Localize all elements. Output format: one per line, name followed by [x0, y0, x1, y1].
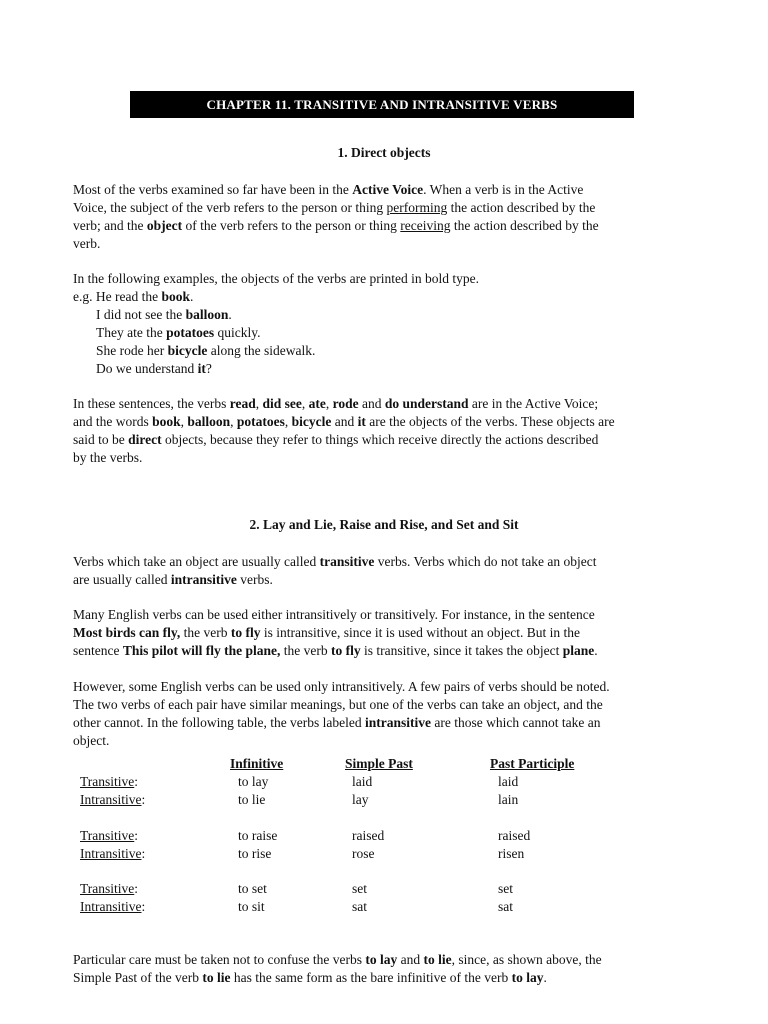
text-run: and — [397, 952, 424, 967]
text-run: . — [190, 289, 194, 304]
cell-simple-past: sat — [352, 899, 367, 914]
bold-text: book — [152, 414, 181, 429]
text-run: verb; and the — [73, 218, 147, 233]
bold-text: did see — [262, 396, 302, 411]
text-run: is transitive, since it takes the object — [360, 643, 563, 658]
cell-past-participle: set — [498, 881, 513, 896]
cell-infinitive: to raise — [238, 828, 278, 843]
text-run: , — [284, 414, 292, 429]
text-run: Many English verbs can be used either intransitively or transitively. For instance, in the sentence — [73, 607, 595, 622]
underlined-text: performing — [386, 200, 448, 215]
text-line — [73, 181, 697, 199]
section-1-examples — [73, 306, 720, 378]
bold-text: balloon — [187, 414, 231, 429]
section-2-paragraph-3 — [73, 678, 697, 750]
bold-text: This pilot will fly the plane, — [122, 643, 281, 658]
text-run: e.g. He read the — [73, 289, 162, 304]
text-line — [73, 642, 697, 660]
text-line — [96, 360, 720, 378]
text-run: . — [594, 643, 598, 658]
text-line — [96, 324, 720, 342]
cell-past-participle: lain — [498, 792, 519, 807]
cell-past-participle: laid — [498, 774, 519, 789]
text-run: object. — [73, 733, 110, 748]
text-run: objects, because they refer to things which receive directly the actions described — [161, 432, 599, 447]
text-run: However, some English verbs can be used only intransitively. A few pairs of verbs should be noted. — [73, 679, 610, 694]
text-line — [73, 678, 697, 696]
header-simple-past: Simple Past — [345, 756, 413, 771]
text-line — [73, 217, 697, 235]
cell-infinitive: to set — [238, 881, 267, 896]
text-run: of the verb refers to the person or thing — [182, 218, 401, 233]
bold-text: potatoes — [236, 414, 285, 429]
bold-text: rode — [332, 396, 359, 411]
bold-text: to fly — [230, 625, 261, 640]
text-line — [73, 199, 697, 217]
row-label: Intransitive: — [80, 899, 146, 914]
bold-text: Active Voice — [352, 182, 424, 197]
bold-text: Most birds can fly, — [73, 625, 181, 640]
text-run: , — [325, 396, 333, 411]
text-run: . — [228, 307, 232, 322]
text-run: Particular care must be taken not to confuse the verbs — [73, 952, 366, 967]
text-run: the verb — [280, 643, 331, 658]
section-1-paragraph-3 — [73, 395, 697, 467]
text-run: In the following examples, the objects of the verbs are printed in bold type. — [73, 271, 480, 286]
underlined-text: receiving — [400, 218, 451, 233]
text-run: verbs. Verbs which do not take an object — [374, 554, 597, 569]
text-run: . — [543, 970, 547, 985]
text-run: Simple Past of the verb — [73, 970, 203, 985]
text-run: are usually called — [73, 572, 171, 587]
bold-text: to fly — [331, 643, 361, 658]
text-line — [73, 714, 697, 732]
bold-text: plane — [562, 643, 595, 658]
section-2-paragraph-1 — [73, 553, 697, 589]
text-line — [73, 571, 697, 589]
row-label: Transitive: — [80, 881, 139, 896]
row-label: Intransitive: — [80, 846, 146, 861]
text-run: verb. — [73, 236, 101, 251]
chapter-title: CHAPTER 11. TRANSITIVE AND INTRANSITIVE VERBS — [206, 96, 558, 112]
text-line — [96, 306, 720, 324]
text-line — [73, 449, 697, 467]
text-run: are in the Active Voice; — [468, 396, 599, 411]
bold-text: transitive — [319, 554, 375, 569]
bold-text: direct — [128, 432, 162, 447]
text-run: quickly. — [214, 325, 261, 340]
bold-text: balloon — [185, 307, 229, 322]
bold-text: bicycle — [167, 343, 208, 358]
bold-text: to lie — [202, 970, 231, 985]
text-line — [73, 553, 697, 571]
cell-past-participle: sat — [498, 899, 513, 914]
row-label-text: Intransitive — [80, 899, 142, 914]
row-label: Intransitive: — [80, 792, 146, 807]
text-line — [73, 732, 697, 750]
bold-text: it — [357, 414, 366, 429]
text-line — [73, 270, 697, 288]
bold-text: ate — [308, 396, 326, 411]
text-run: are those which cannot take an — [431, 715, 601, 730]
text-run: Most of the verbs examined so far have been in the — [73, 182, 353, 197]
section-1-heading: 1. Direct objects — [337, 145, 431, 160]
text-run: the verb — [180, 625, 231, 640]
text-run: She rode her — [96, 343, 168, 358]
bold-text: do understand — [384, 396, 469, 411]
bold-text: object — [146, 218, 183, 233]
text-run: , — [180, 414, 188, 429]
text-run: the action described by the — [447, 200, 596, 215]
header-past-participle: Past Participle — [490, 756, 575, 771]
row-label: Transitive: — [80, 774, 139, 789]
section-2-paragraph-4 — [73, 951, 697, 987]
cell-past-participle: raised — [498, 828, 531, 843]
text-run: I did not see the — [96, 307, 186, 322]
cell-simple-past: laid — [352, 774, 373, 789]
text-run: sentence — [73, 643, 123, 658]
text-run: , — [230, 414, 237, 429]
cell-simple-past: lay — [352, 792, 369, 807]
text-run: is intransitive, since it is used without an object. But in the — [260, 625, 580, 640]
bold-text: book — [161, 289, 190, 304]
text-line — [73, 235, 697, 253]
cell-infinitive: to sit — [238, 899, 265, 914]
bold-text: to lay — [511, 970, 544, 985]
row-label-text: Intransitive — [80, 846, 142, 861]
text-line — [73, 951, 697, 969]
text-run: , since, as shown above, the — [451, 952, 602, 967]
text-line — [73, 696, 697, 714]
text-run: and the words — [73, 414, 153, 429]
text-run: other cannot. In the following table, the verbs labeled — [73, 715, 366, 730]
text-run: are the objects of the verbs. These objects are — [365, 414, 615, 429]
row-label-text: Transitive — [80, 828, 135, 843]
text-run: , — [255, 396, 263, 411]
text-run: and — [358, 396, 385, 411]
bold-text: to lie — [423, 952, 452, 967]
bold-text: intransitive — [365, 715, 432, 730]
text-run: The two verbs of each pair have similar meanings, but one of the verbs can take an object, and the — [73, 697, 603, 712]
text-run: They ate the — [96, 325, 167, 340]
header-infinitive: Infinitive — [230, 756, 284, 771]
text-line — [73, 431, 697, 449]
text-line — [73, 624, 697, 642]
row-label-text: Transitive — [80, 774, 135, 789]
text-run: has the same form as the bare infinitive of the verb — [230, 970, 512, 985]
text-run: the action described by the — [450, 218, 599, 233]
row-label: Transitive: — [80, 828, 139, 843]
text-run: by the verbs. — [73, 450, 143, 465]
bold-text: potatoes — [166, 325, 215, 340]
text-run: ? — [205, 361, 212, 376]
text-line — [73, 395, 697, 413]
section-1-paragraph-1 — [73, 181, 697, 253]
text-line — [96, 342, 720, 360]
bold-text: intransitive — [170, 572, 237, 587]
text-run: along the sidewalk. — [207, 343, 316, 358]
bold-text: bicycle — [291, 414, 332, 429]
text-run: verbs. — [236, 572, 273, 587]
row-label-text: Intransitive — [80, 792, 142, 807]
cell-infinitive: to lie — [238, 792, 266, 807]
text-run: In these sentences, the verbs — [73, 396, 230, 411]
cell-infinitive: to rise — [238, 846, 272, 861]
text-run: and — [331, 414, 358, 429]
cell-simple-past: raised — [352, 828, 385, 843]
text-line — [73, 413, 697, 431]
section-2-paragraph-2 — [73, 606, 697, 660]
cell-past-participle: risen — [498, 846, 525, 861]
cell-simple-past: set — [352, 881, 367, 896]
text-run: Do we understand — [96, 361, 198, 376]
cell-infinitive: to lay — [238, 774, 269, 789]
text-run: said to be — [73, 432, 129, 447]
text-run: . When a verb is in the Active — [423, 182, 584, 197]
text-line — [73, 606, 697, 624]
text-run: Verbs which take an object are usually called — [73, 554, 320, 569]
text-run: , — [301, 396, 309, 411]
cell-simple-past: rose — [352, 846, 375, 861]
text-line — [73, 288, 697, 306]
text-run: Voice, the subject of the verb refers to the person or thing — [73, 200, 387, 215]
bold-text: read — [229, 396, 256, 411]
section-1-paragraph-2 — [73, 270, 697, 306]
bold-text: it — [197, 361, 206, 376]
chapter-title-banner — [130, 91, 634, 118]
section-2-heading: 2. Lay and Lie, Raise and Rise, and Set and Sit — [249, 517, 519, 532]
text-line — [73, 969, 697, 987]
bold-text: to lay — [365, 952, 398, 967]
row-label-text: Transitive — [80, 881, 135, 896]
